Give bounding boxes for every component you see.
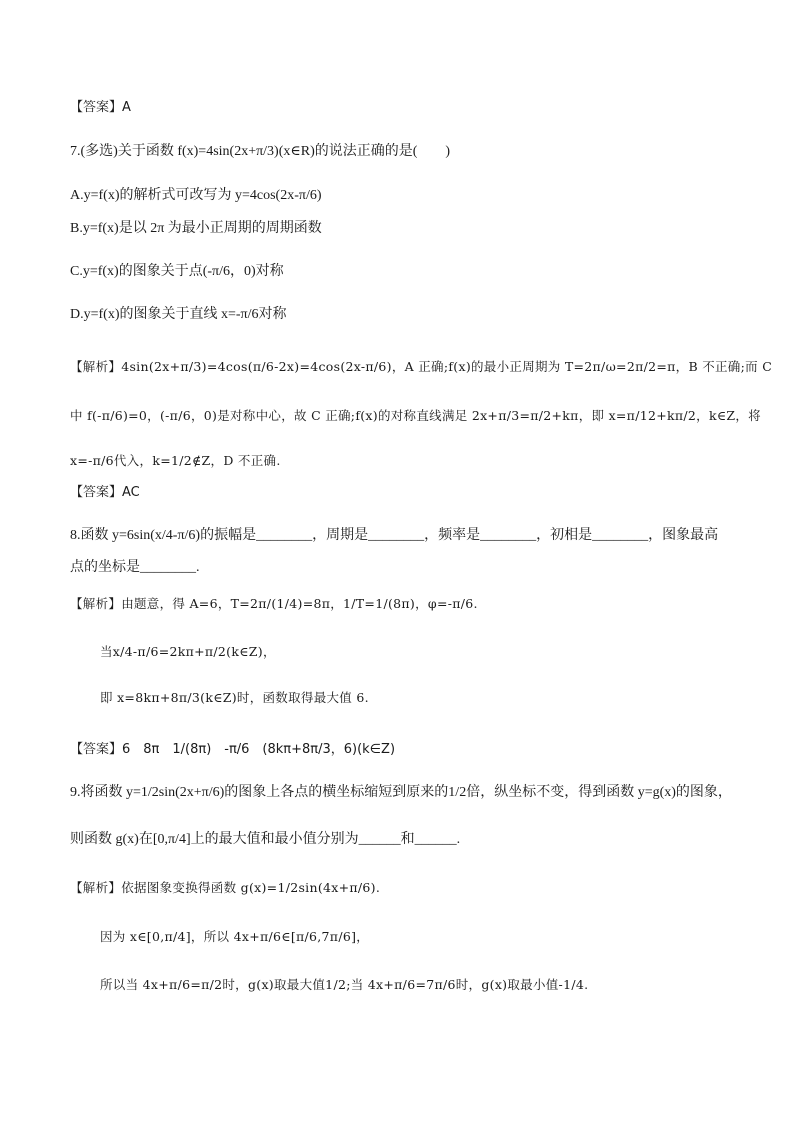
question-7-option-d: D.y=f(x)的图象关于直线 x=-π/6对称 xyxy=(70,307,287,322)
question-9-stem-line-2: 则函数 g(x)在[0,π/4]上的最大值和最小值分别为______和______. xyxy=(70,832,461,847)
question-9-solution-line-2: 因为 x∈[0,π/4]，所以 4x+π/6∈[π/6,7π/6]， xyxy=(100,929,370,944)
question-7-solution-line-2: 中 f(-π/6)=0，(-π/6，0)是对称中心，故 C 正确;f(x)的对称直线满足 2x+π/3=π/2+kπ，即 x=π/12+kπ/2，k∈Z，将 xyxy=(70,408,761,423)
question-8-solution-line-1: 【解析】由题意，得 A=6，T=2π/(1/4)=8π，1/T=1/(8π)，φ=-π/6. xyxy=(70,596,478,611)
question-7-option-c: C.y=f(x)的图象关于点(-π/6，0)对称 xyxy=(70,264,284,279)
answer-6: 【答案】A xyxy=(70,100,131,115)
question-9-solution-line-3: 所以当 4x+π/6=π/2时，g(x)取最大值1/2;当 4x+π/6=7π/6时，g(x)取最小值-1/4. xyxy=(100,977,589,992)
question-9-solution-line-1: 【解析】依据图象变换得函数 g(x)=1/2sin(4x+π/6). xyxy=(70,880,381,895)
question-8-solution-line-2: 当x/4-π/6=2kπ+π/2(k∈Z)， xyxy=(100,644,276,659)
question-8-stem-line-2: 点的坐标是________. xyxy=(70,560,200,575)
answer-7: 【答案】AC xyxy=(70,485,140,500)
question-7-option-a: A.y=f(x)的解析式可改写为 y=4cos(2x-π/6) xyxy=(70,188,322,203)
question-7-solution-line-3: x=-π/6代入，k=1/2∉Z，D 不正确. xyxy=(70,453,281,468)
question-7-solution-line-1: 【解析】4sin(2x+π/3)=4cos(π/6-2x)=4cos(2x-π/6)，A 正确;f(x)的最小正周期为 T=2π/ω=2π/2=π，B 不正确;而 C xyxy=(70,359,773,374)
question-9-stem-line-1: 9.将函数 y=1/2sin(2x+π/6)的图象上各点的横坐标缩短到原来的1/2倍，纵坐标不变，得到函数 y=g(x)的图象， xyxy=(70,785,732,800)
answer-8: 【答案】6 8π 1/(8π) -π/6 (8kπ+8π/3，6)(k∈Z) xyxy=(70,742,396,757)
question-7-stem: 7.(多选)关于函数 f(x)=4sin(2x+π/3)(x∈R)的说法正确的是( ) xyxy=(70,144,451,159)
question-8-solution-line-3: 即 x=8kπ+8π/3(k∈Z)时，函数取得最大值 6. xyxy=(100,690,369,705)
question-8-stem-line-1: 8.函数 y=6sin(x/4-π/6)的振幅是________，周期是________，频率是________，初相是________，图象最高 xyxy=(70,528,719,543)
question-7-option-b: B.y=f(x)是以 2π 为最小正周期的周期函数 xyxy=(70,221,322,236)
